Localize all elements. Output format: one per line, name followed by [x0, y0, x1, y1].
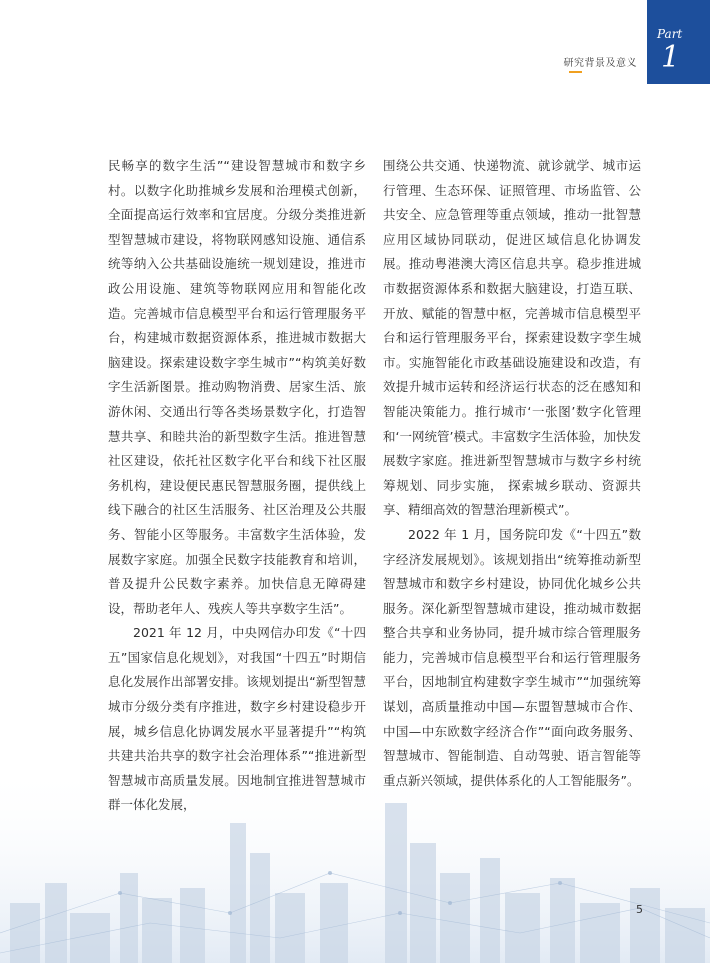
paragraph: 2022 年 1 月，国务院印发《“十四五”数字经济发展规划》。该规划指出“统筹推动新型智慧城市和数字乡村建设，协同优化城乡公共服务。深化新型智慧城市建设，推动城市数据整合共享和业务协同，提升城市综合管理服务能力，完善城市信息模型平台和运行管理服务平台，因地制宜构建数字孪生城市”“加强统筹谋划，高质量推动中国—东盟智慧城市合作、中国—中东欧数字经济合作”“面向政务服务、智慧城市、智能制造、自动驾驶、语言智能等重点新兴领域，提供体系化的人工智能服务”。: [383, 526, 641, 788]
page-number: 5: [636, 903, 643, 916]
part-label: Part: [657, 27, 683, 41]
part-number: 1: [661, 40, 681, 75]
paragraph: 围绕公共交通、快递物流、就诊就学、城市运行管理、生态环保、证照管理、市场监管、公共安全、应急管理等重点领域，推动一批智慧应用区域协同联动，促进区域信息化协调发展。推动粤港澳大湾区信息共享。稳步推进城市数据资源体系和数据大脑建设，打造互联、开放、赋能的智慧中枢，完善城市信息模型平台和运行管理服务平台，探索建设数字孪生城市。实施智能化市政基础设施建设和改造，有效提升城市运转和经济运行状态的泛在感知和智能决策能力。推行城市‘一张图’数字化管理和‘一网统管’模式。丰富数字生活体验，加快发展数字家庭。推进新型智慧城市与数字乡村统筹规划、同步实施， 探索城乡联动、资源共享、精细高效的智慧治理新模式”。: [383, 158, 641, 518]
paragraph: 2021 年 12 月，中央网信办印发《“十四五”国家信息化规划》，对我国“十四五”时期信息化发展作出部署安排。该规划提出“新型智慧城市分级分类有序推进，数字乡村建设稳步开展，城乡信息化协调发展水平显著提升”“构筑共建共治共享的数字社会治理体系”“推进新型智慧城市高质量发展。因地制宜推进智慧城市群一体化发展，: [108, 625, 366, 813]
section-title: 研究背景及意义: [563, 58, 637, 69]
paragraph: 民畅享的数字生活”“建设智慧城市和数字乡村。以数字化助推城乡发展和治理模式创新，全面提高运行效率和宜居度。分级分类推进新型智慧城市建设，将物联网感知设施、通信系统等纳入公共基础设施统一规划建设，推进市政公用设施、建筑等物联网应用和智能化改造。完善城市信息模型平台和运行管理服务平台，构建城市数据资源体系，推进城市数据大脑建设。探索建设数字孪生城市”“构筑美好数字生活新图景。推动购物消费、居家生活、旅游休闲、交通出行等各类场景数字化，打造智慧共享、和睦共治的新型数字生活。推进智慧社区建设，依托社区数字化平台和线下社区服务机构，建设便民惠民智慧服务圈，提供线上线下融合的社区生活服务、社区治理及公共服务、智能小区等服务。丰富数字生活体验，发展数字家庭。加强全民数字技能教育和培训，普及提升公民数字素养。加快信息无障碍建设，帮助老年人、残疾人等共享数字生活”。: [108, 158, 366, 616]
section-title-underline: [569, 71, 582, 73]
right-column: [383, 154, 641, 793]
left-column: [108, 154, 366, 818]
part-tab: [647, 0, 710, 84]
